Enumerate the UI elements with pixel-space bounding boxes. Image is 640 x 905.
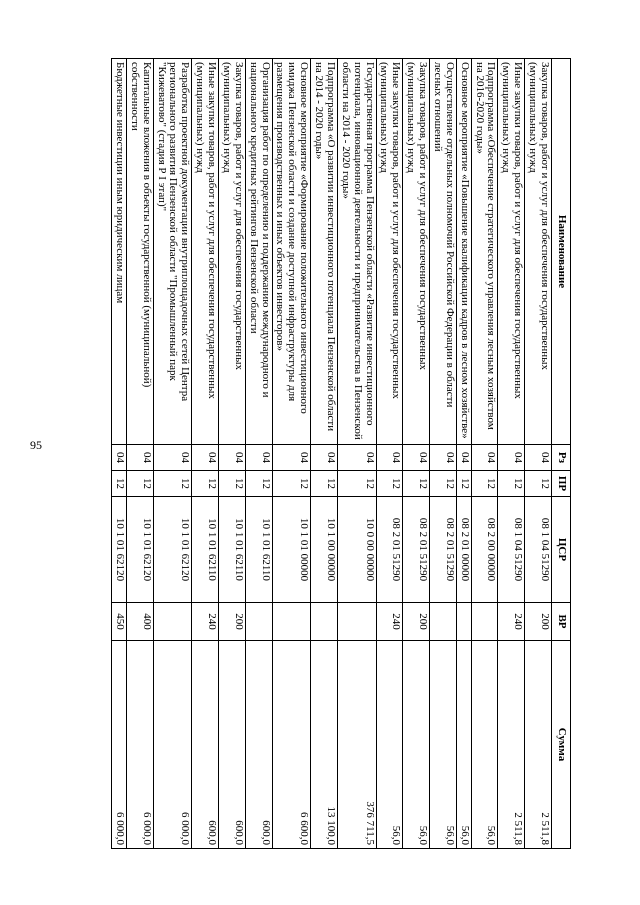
table-row xyxy=(525,59,552,849)
row-vr xyxy=(311,603,338,641)
row-sum: 600,0 xyxy=(219,641,246,849)
row-sum: 56,0 xyxy=(456,641,471,849)
row-vr: 400 xyxy=(127,603,154,641)
row-rz: 04 xyxy=(311,445,338,471)
row-rz: 04 xyxy=(192,445,219,471)
rotated-page xyxy=(87,58,571,848)
row-sum: 6 000,0 xyxy=(153,641,192,849)
header-pr: ПР xyxy=(552,471,571,497)
row-sum: 376 711,5 xyxy=(338,641,377,849)
row-rz: 04 xyxy=(376,445,403,471)
row-sum: 600,0 xyxy=(245,641,272,849)
row-sum: 6 000,0 xyxy=(127,641,154,849)
row-name: Бюджетные инвестиции иным юридическим лицам xyxy=(112,59,127,445)
row-csr: 08 2 01 00000 xyxy=(456,497,471,603)
budget-table xyxy=(111,58,571,849)
row-csr: 08 2 01 51290 xyxy=(403,497,430,603)
header-rz: Рз xyxy=(552,445,571,471)
row-vr: 200 xyxy=(403,603,430,641)
table-row xyxy=(376,59,403,849)
row-rz: 04 xyxy=(272,445,311,471)
row-name: Осуществление отдельных полномочий Российской Федерации в области лесных отношений xyxy=(430,59,457,445)
row-csr: 10 1 01 62120 xyxy=(127,497,154,603)
row-csr: 08 2 01 51290 xyxy=(430,497,457,603)
row-pr: 12 xyxy=(403,471,430,497)
row-sum: 6 600,0 xyxy=(272,641,311,849)
row-name: Закупка товаров, работ и услуг для обеспечения государственных (муниципальных) нужд xyxy=(525,59,552,445)
row-vr: 240 xyxy=(376,603,403,641)
table-header-row xyxy=(552,59,571,849)
table-row xyxy=(403,59,430,849)
row-rz: 04 xyxy=(403,445,430,471)
row-name: Иные закупки товаров, работ и услуг для обеспечения государственных (муниципальных) нужд xyxy=(498,59,525,445)
row-rz: 04 xyxy=(245,445,272,471)
row-csr: 08 1 04 51290 xyxy=(498,497,525,603)
page-number: 95 xyxy=(30,438,42,452)
row-csr: 10 1 01 00000 xyxy=(272,497,311,603)
row-vr: 200 xyxy=(219,603,246,641)
row-vr xyxy=(471,603,498,641)
row-pr: 12 xyxy=(219,471,246,497)
row-pr: 12 xyxy=(192,471,219,497)
row-csr: 10 1 01 62110 xyxy=(192,497,219,603)
table-row xyxy=(153,59,192,849)
table-row xyxy=(338,59,377,849)
row-sum: 6 000,0 xyxy=(112,641,127,849)
row-pr: 12 xyxy=(153,471,192,497)
table-row xyxy=(498,59,525,849)
row-sum: 56,0 xyxy=(430,641,457,849)
row-csr: 10 0 00 00000 xyxy=(338,497,377,603)
row-sum: 2 511,8 xyxy=(525,641,552,849)
row-csr: 10 1 01 62110 xyxy=(219,497,246,603)
row-rz: 04 xyxy=(153,445,192,471)
row-rz: 04 xyxy=(525,445,552,471)
row-rz: 04 xyxy=(498,445,525,471)
row-name: Капитальные вложения в объекты государственной (муниципальной) собственности xyxy=(127,59,154,445)
row-vr xyxy=(456,603,471,641)
table-row xyxy=(272,59,311,849)
row-rz: 04 xyxy=(127,445,154,471)
row-name: Подпрограмма «Обеспечение стратегического управления лесным хозяйством на 2016-2020 годы» xyxy=(471,59,498,445)
row-rz: 04 xyxy=(430,445,457,471)
table-row xyxy=(471,59,498,849)
row-vr xyxy=(245,603,272,641)
row-name: Подпрограмма «О развитии инвестиционного потенциала Пензенской области на 2014 - 2020 годы» xyxy=(311,59,338,445)
row-sum: 600,0 xyxy=(192,641,219,849)
row-rz: 04 xyxy=(112,445,127,471)
row-pr: 12 xyxy=(272,471,311,497)
row-name: Иные закупки товаров, работ и услуг для обеспечения государственных (муниципальных) нужд xyxy=(192,59,219,445)
row-pr: 12 xyxy=(430,471,457,497)
row-pr: 12 xyxy=(471,471,498,497)
header-vr: ВР xyxy=(552,603,571,641)
row-rz: 04 xyxy=(219,445,246,471)
row-sum: 2 511,8 xyxy=(498,641,525,849)
row-csr: 10 1 01 62120 xyxy=(153,497,192,603)
row-vr xyxy=(430,603,457,641)
table-row xyxy=(127,59,154,849)
row-csr: 10 1 01 62120 xyxy=(112,497,127,603)
table-row xyxy=(245,59,272,849)
row-pr: 12 xyxy=(456,471,471,497)
row-vr xyxy=(153,603,192,641)
row-pr: 12 xyxy=(311,471,338,497)
table-row xyxy=(430,59,457,849)
row-csr: 10 1 01 62110 xyxy=(245,497,272,603)
row-name: Организация работ по определению и поддержанию международного и национального кредитных рейтингов Пензенской области xyxy=(245,59,272,445)
table-row xyxy=(219,59,246,849)
row-pr: 12 xyxy=(498,471,525,497)
row-pr: 12 xyxy=(112,471,127,497)
table-row xyxy=(112,59,127,849)
row-vr xyxy=(272,603,311,641)
row-pr: 12 xyxy=(245,471,272,497)
row-name: Основное мероприятие «Формирование положительного инвестиционного имиджа Пензенской области и создание доступной инфраструктуры для размещения производственных и иных объектов инвесторов» xyxy=(272,59,311,445)
row-name: Государственная программа Пензенской области «Развитие инвестиционного потенциала, инновационной деятельности и предпринимательства в Пензенской области на 2014 - 2020 годы» xyxy=(338,59,377,445)
table-row xyxy=(192,59,219,849)
row-name: Иные закупки товаров, работ и услуг для обеспечения государственных (муниципальных) нужд xyxy=(376,59,403,445)
row-name: Закупка товаров, работ и услуг для обеспечения государственных (муниципальных) нужд xyxy=(403,59,430,445)
row-pr: 12 xyxy=(127,471,154,497)
row-csr: 08 2 01 51290 xyxy=(376,497,403,603)
row-name: Закупка товаров, работ и услуг для обеспечения государственных (муниципальных) нужд xyxy=(219,59,246,445)
row-csr: 10 1 00 00000 xyxy=(311,497,338,603)
row-vr: 450 xyxy=(112,603,127,641)
row-rz: 04 xyxy=(338,445,377,471)
row-vr xyxy=(338,603,377,641)
row-csr: 08 1 04 51290 xyxy=(525,497,552,603)
row-vr: 240 xyxy=(192,603,219,641)
header-sum: Сумма xyxy=(552,641,571,849)
row-sum: 13 100,0 xyxy=(311,641,338,849)
row-rz: 04 xyxy=(471,445,498,471)
row-pr: 12 xyxy=(376,471,403,497)
row-pr: 12 xyxy=(338,471,377,497)
row-name: Основное мероприятие «Повышение квалификации кадров в лесном хозяйстве» xyxy=(456,59,471,445)
row-name: Разработка проектной документации внутриплощадочных сетей Центра регионального развития Пензенской области "Промышленный парк "Кижеватово" (стадия Р I этап)" xyxy=(153,59,192,445)
table-row xyxy=(311,59,338,849)
row-sum: 56,0 xyxy=(403,641,430,849)
row-sum: 56,0 xyxy=(471,641,498,849)
row-sum: 56,0 xyxy=(376,641,403,849)
row-vr: 200 xyxy=(525,603,552,641)
row-pr: 12 xyxy=(525,471,552,497)
row-vr: 240 xyxy=(498,603,525,641)
table-row xyxy=(456,59,471,849)
header-csr: ЦСР xyxy=(552,497,571,603)
row-rz: 04 xyxy=(456,445,471,471)
header-name: Наименование xyxy=(552,59,571,445)
row-csr: 08 2 00 00000 xyxy=(471,497,498,603)
